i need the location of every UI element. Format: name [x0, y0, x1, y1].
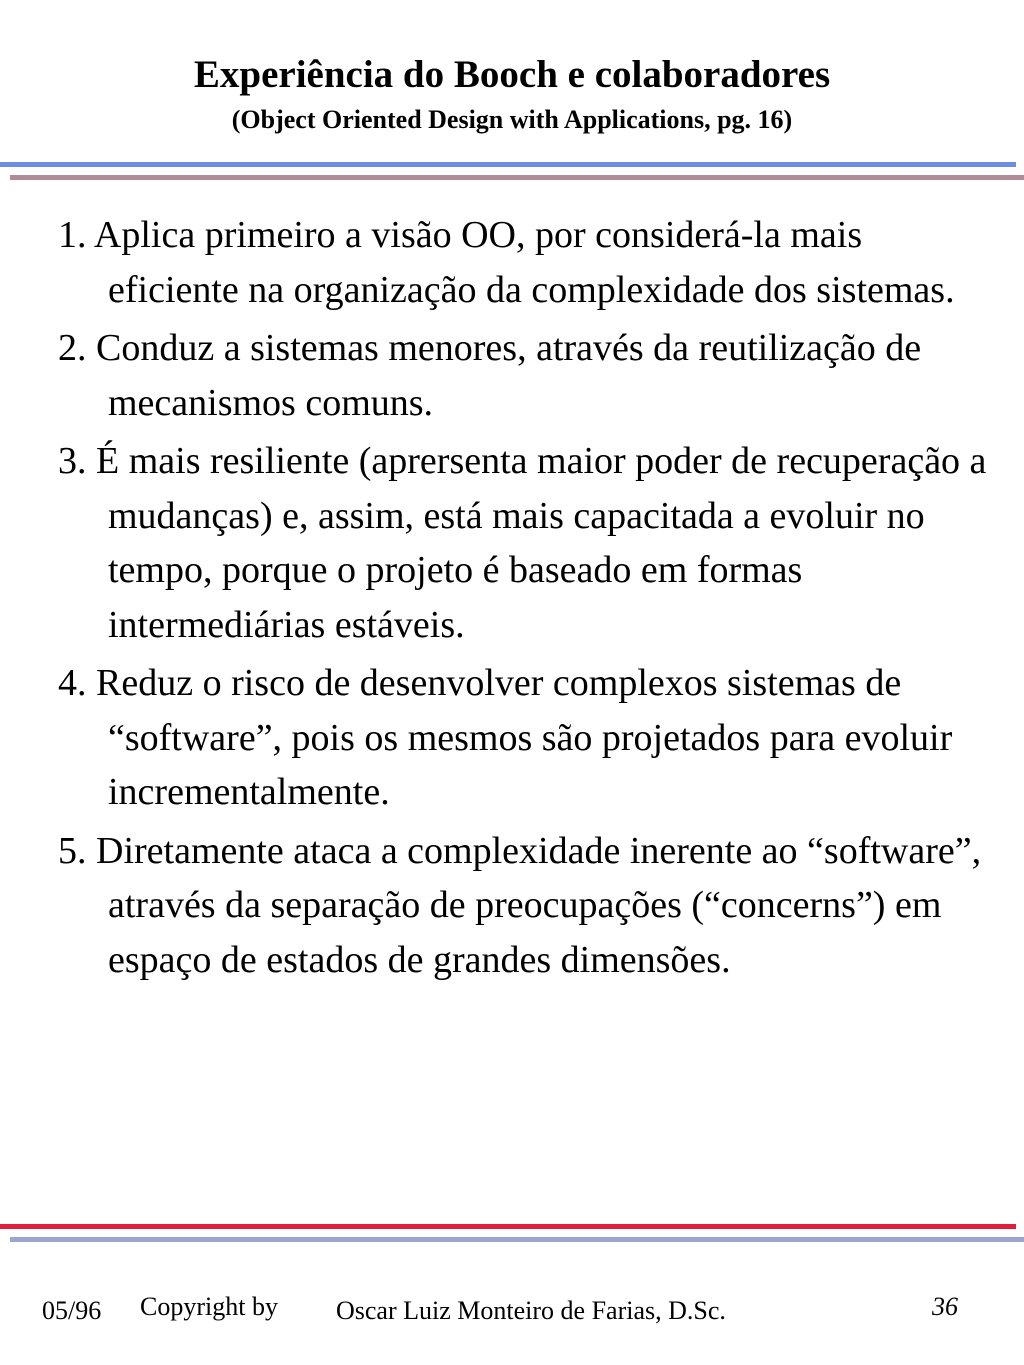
list-item: 2. Conduz a sistemas menores, através da reutilização de mecanismos comuns. [58, 327, 922, 424]
point-list [58, 208, 988, 991]
slide-title: Experiência do Booch e colaboradores [193, 53, 831, 96]
slide-subtitle: (Object Oriented Design with Applications, pg. 16) [231, 105, 793, 134]
list-item: 4. Reduz o risco de desenvolver complexos sistemas de “software”, pois os mesmos são projetados para evoluir incrementalmente. [58, 662, 953, 813]
footer-date: 05/96 [42, 1296, 102, 1325]
footer-copyright: Copyright by [140, 1292, 278, 1321]
footer-author: Oscar Luiz Monteiro de Farias, D.Sc. [336, 1296, 726, 1325]
list-item: 1. Aplica primeiro a visão OO, por considerá-la mais eficiente na organização da complexidade dos sistemas. [58, 214, 955, 311]
list-item: 3. É mais resiliente (aprersenta maior poder de recuperação a mudanças) e, assim, está mais capacitada a evoluir no tempo, porque o projeto é baseado em formas intermediárias estáveis. [58, 440, 987, 646]
bottom-rule-lavender [10, 1237, 1024, 1242]
list-item: 5. Diretamente ataca a complexidade inerente ao “software”, através da separação de preocupações (“concerns”) em espaço de estados de grandes dimensões. [58, 829, 982, 981]
top-rule-blue [0, 162, 1016, 167]
top-rule-mauve [10, 175, 1024, 180]
bottom-rule-red [0, 1224, 1016, 1229]
page-number: 36 [932, 1292, 958, 1321]
